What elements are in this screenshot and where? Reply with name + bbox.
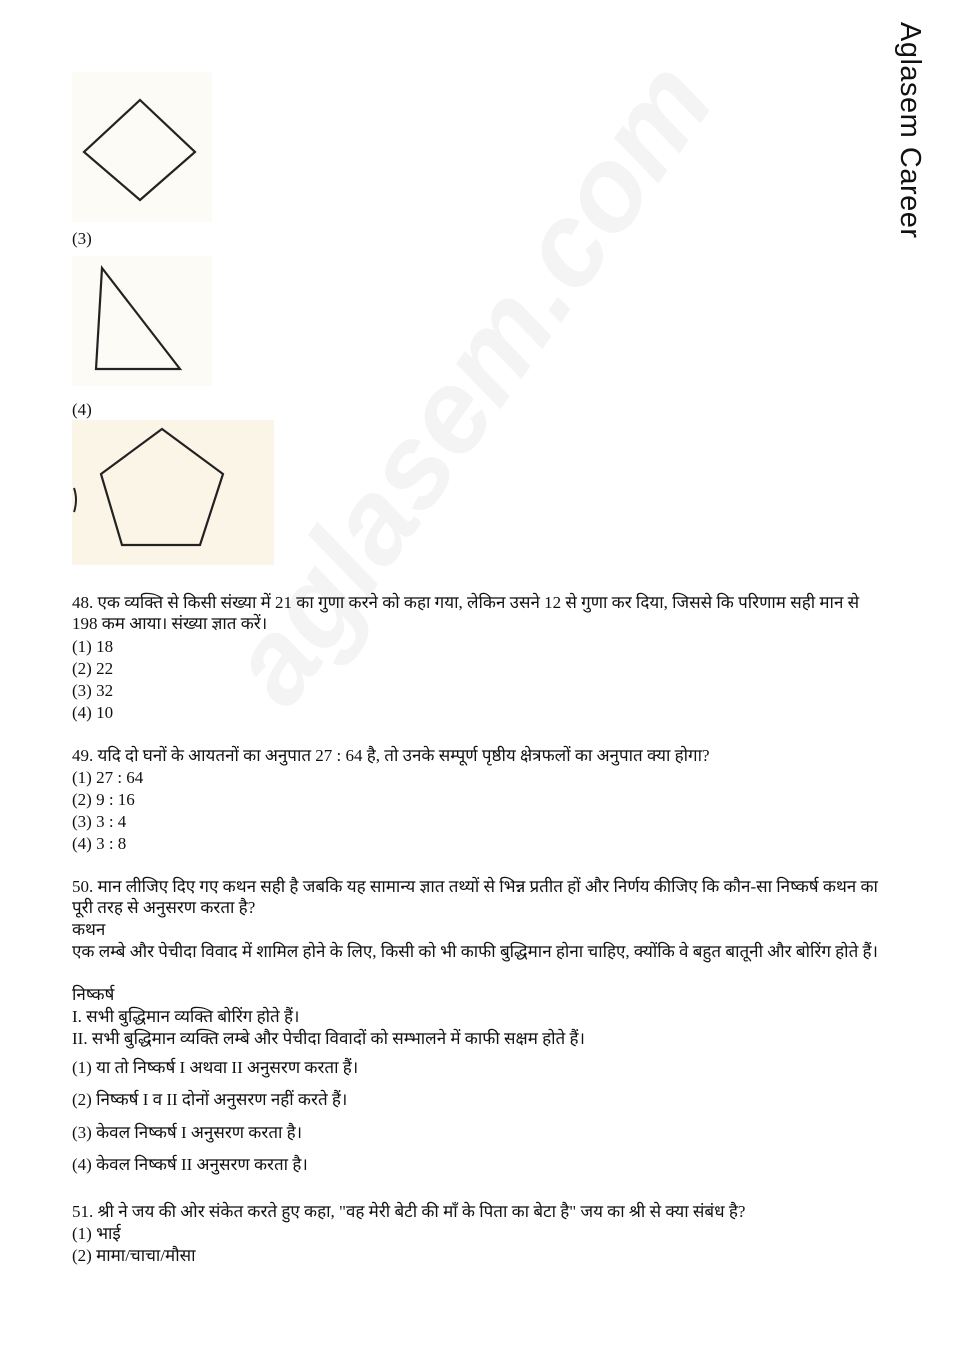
q50-option-3: (3) केवल निष्कर्ष I अनुसरण करता है। <box>72 1123 303 1142</box>
q51-option-2: (2) मामा/चाचा/मौसा <box>72 1246 196 1265</box>
figure-label-4: (4) <box>72 400 92 419</box>
question-51-text: 51. श्री ने जय की ओर संकेत करते हुए कहा, "वह मेरी बेटी की माँ के पिता का बेटा है" जय का श्री से क्या संबंध है? <box>72 1202 746 1221</box>
q48-option-2: (2) 22 <box>72 659 114 678</box>
q48-option-4: (4) 10 <box>72 703 114 722</box>
figure-label-3: (3) <box>72 229 92 248</box>
q49-option-4: (4) 3 : 8 <box>72 834 127 853</box>
q50-conclusion-1: I. सभी बुद्धिमान व्यक्ति बोरिंग होते हैं। <box>72 1007 300 1026</box>
q49-option-3: (3) 3 : 4 <box>72 812 127 831</box>
figure-diamond <box>72 72 212 222</box>
brand-label: Aglasem Career <box>894 22 926 239</box>
q51-option-1: (1) भाई <box>72 1224 121 1243</box>
q50-statement-heading: कथन <box>72 920 106 939</box>
q50-option-2: (2) निष्कर्ष I व II दोनों अनुसरण नहीं करते हैं। <box>72 1090 348 1109</box>
q50-conclusion-2: II. सभी बुद्धिमान व्यक्ति लम्बे और पेचीदा विवादों को सम्भालने में काफी सक्षम होते हैं। <box>72 1029 585 1048</box>
figure-pentagon <box>72 420 274 565</box>
q50-option-1: (1) या तो निष्कर्ष I अथवा II अनुसरण करता हैं। <box>72 1058 359 1077</box>
q50-conclusions-heading: निष्कर्ष <box>72 985 115 1004</box>
q48-option-3: (3) 32 <box>72 681 114 700</box>
q50-option-4: (4) केवल निष्कर्ष II अनुसरण करता है। <box>72 1155 308 1174</box>
q49-option-1: (1) 27 : 64 <box>72 768 144 787</box>
q49-option-2: (2) 9 : 16 <box>72 790 135 809</box>
diamond-icon <box>72 72 212 222</box>
pentagon-icon <box>72 420 274 565</box>
question-49-text: 49. यदि दो घनों के आयतनों का अनुपात 27 : 64 है, तो उनके सम्पूर्ण पृष्ठीय क्षेत्रफलों का अनुपात क्या होगा? <box>72 746 710 765</box>
question-50-text: 50. मान लीजिए दिए गए कथन सही है जबकि यह सामान्य ज्ञात तथ्यों से भिन्न प्रतीत हों और निर्णय कीजिए कि कौन-सा निष्कर्ष कथन का पूरी तरह से अनुसरण करता है? <box>72 877 878 917</box>
figure-triangle <box>72 256 212 386</box>
q48-option-1: (1) 18 <box>72 637 114 656</box>
question-48-text: 48. एक व्यक्ति से किसी संख्या में 21 का गुणा करने को कहा गया, लेकिन उसने 12 से गुणा कर दिया, जिससे कि परिणाम सही मान से 198 कम आया। संख्या ज्ञात करें। <box>72 593 860 633</box>
right-triangle-icon <box>72 256 212 386</box>
q50-statement: एक लम्बे और पेचीदा विवाद में शामिल होने के लिए, किसी को भी काफी बुद्धिमान होना चाहिए, क्योंकि वे बहुत बातूनी और बोरिंग होते हैं। <box>72 942 878 961</box>
